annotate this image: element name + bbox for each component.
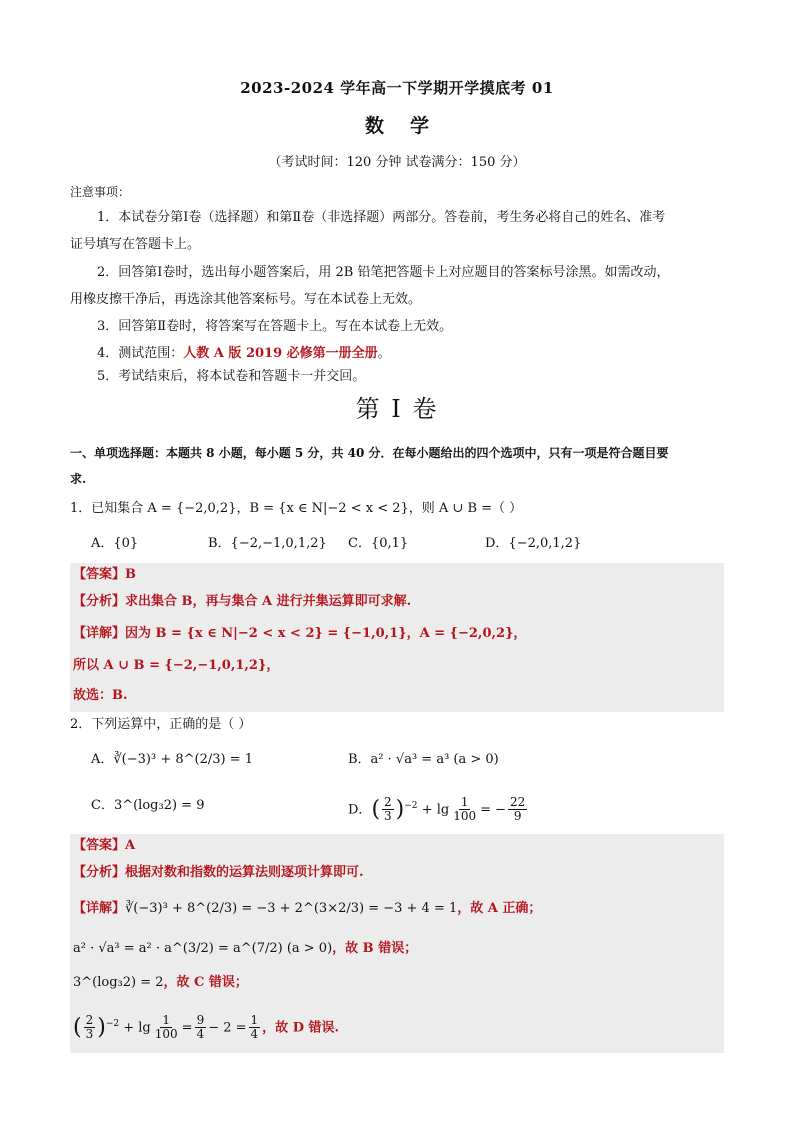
q2-answer (73, 837, 135, 855)
exam-info: （考试时间：120 分钟 试卷满分：150 分） (268, 155, 526, 170)
q2-answer-label: 【答案】 (73, 838, 126, 853)
q1-detail-line3: 故选：B. (73, 688, 128, 703)
exam-title: 2023-2024 学年高一下学期开学摸底考 01 (240, 79, 554, 97)
q2-detail-2-text: ，故 B 错误； (332, 941, 418, 956)
q2-detail-2-math: a² · √a³ = a² · a^(3/2) = a^(7/2) (a > 0) (73, 941, 333, 956)
q2-detail-1-math: ∛(−3)³ + 8^(2/3) = −3 + 2^(3×2/3) = −3 + 4 = 1 (125, 901, 458, 916)
q1-answer (73, 566, 136, 584)
q2-detail-1 (73, 900, 541, 918)
q1-detail (73, 625, 526, 643)
note-3: 3．回答第Ⅱ卷时，将答案写在答题卡上。写在本试卷上无效。 (97, 319, 453, 334)
q1-option-c: C．{0,1} (348, 536, 409, 551)
q2-option-b: B．a² · √a³ = a³ (a > 0) (348, 752, 499, 767)
q2-detail-4: ( $\frac{2}{3}$ )$^{-2}$ + lg $\frac{1}{100}$ = $\frac{9}{4}$ − 2 = $\frac{1}{4}$ ，故 D 错误. (73, 1013, 340, 1042)
q1-analysis (73, 593, 411, 611)
note-1b: 证号填写在答题卡上。 (70, 237, 201, 252)
q1-option-d: D．{−2,0,1,2} (485, 536, 582, 551)
notes-heading: 注意事项： (70, 185, 131, 199)
q2-detail-4-text: ，故 D 错误. (262, 1020, 340, 1036)
note-1a: 1．本试卷分第Ⅰ卷（选择题）和第Ⅱ卷（非选择题）两部分。答卷前，考生务必将自己的姓名、准考 (97, 210, 666, 225)
q2-option-a: A．∛(−3)³ + 8^(2/3) = 1 (91, 752, 254, 767)
note-2a: 2．回答第Ⅰ卷时，选出每小题答案后，用 2B 铅笔把答题卡上对应题目的答案标号涂黑。如需改动， (97, 265, 670, 280)
q1-analysis-text: 求出集合 B，再与集合 A 进行并集运算即可求解. (125, 594, 412, 609)
q2-detail-label: 【详解】 (73, 901, 126, 916)
q2-detail-3 (73, 974, 248, 992)
q2-answer-value: A (125, 838, 136, 853)
q2-option-c: C．3^(log₃2) = 9 (91, 798, 205, 813)
note-4-prefix: 4．测试范围： (97, 346, 184, 361)
note-2b: 用橡皮擦干净后，再选涂其他答案标号。写在本试卷上无效。 (70, 292, 422, 307)
q2-detail-3-text: ，故 C 错误； (163, 975, 248, 990)
q1-option-a: A．{0} (91, 536, 139, 551)
note-4-suffix: 。 (377, 346, 391, 361)
q1-answer-value: B (125, 567, 137, 582)
q2-analysis-label: 【分析】 (73, 865, 126, 880)
subject-title: 数学 (364, 115, 455, 137)
q2-option-d-tail: = − (480, 802, 507, 818)
q1-detail-line1: 因为 B = {x ∈ N|−2 < x < 2} = {−1,0,1}，A = {−2,0,2}， (125, 626, 527, 641)
q2-analysis-text: 根据对数和指数的运算法则逐项计算即可. (125, 865, 364, 880)
note-4 (97, 345, 391, 363)
note-5: 5．考试结束后，将本试卷和答题卡一并交回。 (97, 369, 366, 384)
section-instructions-a: 一、单项选择题：本题共 8 小题，每小题 5 分，共 40 分．在每小题给出的四个选项中，只有一项是符合题目要 (70, 446, 669, 460)
q2-option-d: D．( $\frac{2}{3}$ )$^{-2}$ + lg $\frac{1}{100}$ = − $\frac{22}{9}$ (348, 795, 526, 824)
section-instructions-b: 求. (70, 472, 87, 486)
q2-analysis (73, 864, 364, 882)
section-title: 第 I 卷 (355, 395, 439, 423)
q2-stem: 2．下列运算中，正确的是（ ） (70, 717, 252, 732)
q2-detail-2 (73, 940, 417, 958)
q2-option-d-mid: + lg (421, 802, 450, 818)
q1-answer-label: 【答案】 (73, 567, 126, 582)
q1-detail-line2: 所以 A ∪ B = {−2,−1,0,1,2}， (73, 658, 280, 673)
q1-analysis-label: 【分析】 (73, 594, 126, 609)
q1-stem: 1．已知集合 A = {−2,0,2}，B = {x ∈ N|−2 < x < 2}，则 A ∪ B =（ ） (70, 501, 523, 516)
q2-detail-1-text: ，故 A 正确； (457, 901, 542, 916)
q1-detail-label: 【详解】 (73, 626, 126, 641)
q2-option-d-prefix: D． (348, 802, 372, 818)
q1-option-b: B．{−2,−1,0,1,2} (208, 536, 327, 551)
test-scope: 人教 A 版 2019 必修第一册全册 (183, 346, 378, 361)
q2-detail-3-math: 3^(log₃2) = 2 (73, 975, 164, 990)
